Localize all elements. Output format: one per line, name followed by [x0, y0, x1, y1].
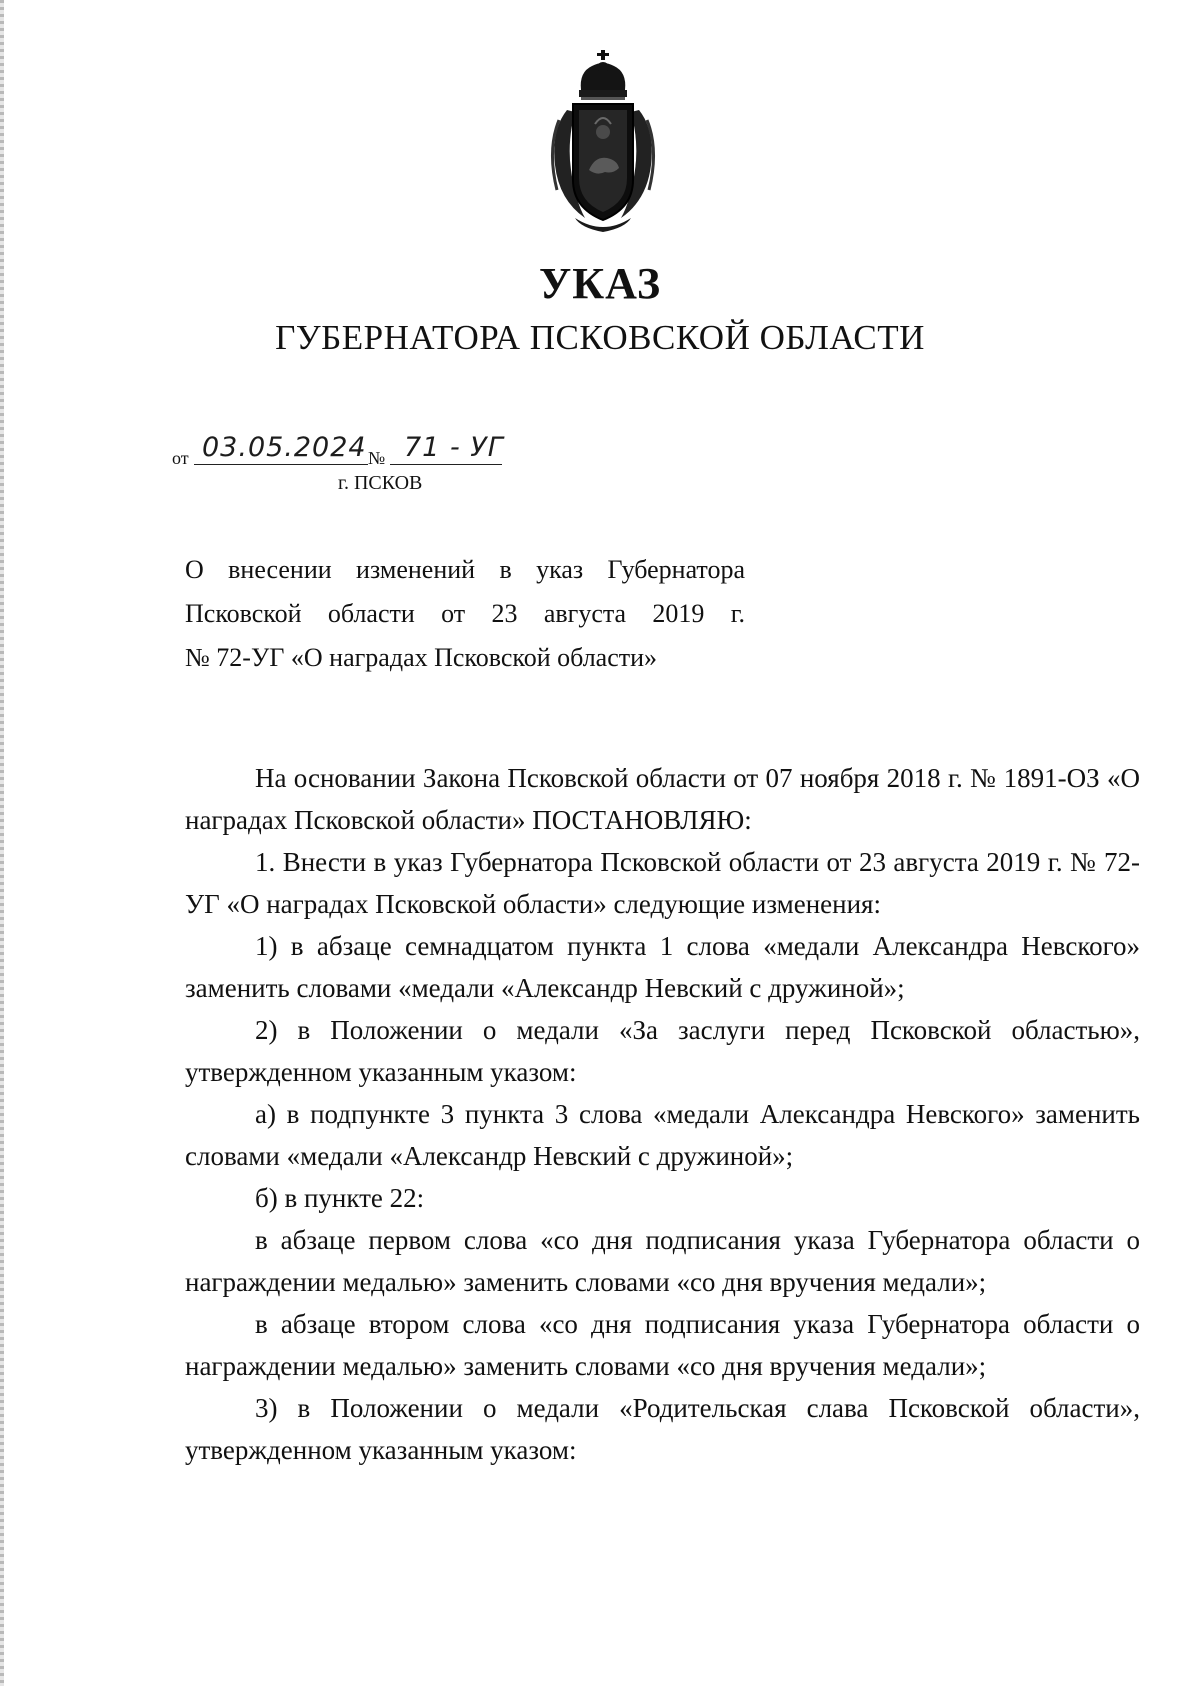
body-paragraph: в абзаце втором слова «со дня подписания указа Губернатора области о награждении медалью» заменить словами «со дня вручения медали»;	[185, 1309, 1140, 1381]
handwritten-number: 71 - УГ	[404, 432, 504, 463]
body-paragraph: в абзаце первом слова «со дня подписания указа Губернатора области о награждении медалью» заменить словами «со дня вручения медали»;	[185, 1225, 1140, 1297]
body-paragraph: На основании Закона Псковской области от 07 ноября 2018 г. № 1891-ОЗ «О наградах Псковской области» ПОСТАНОВЛЯЮ:	[185, 763, 1140, 835]
date-prefix: от	[172, 448, 189, 468]
body-paragraph: а) в подпункте 3 пункта 3 слова «медали Александра Невского» заменить словами «медали «Александр Невский с дружиной»;	[185, 1099, 1140, 1171]
body-paragraph: 1. Внести в указ Губернатора Псковской области от 23 августа 2019 г. № 72-УГ «О наградах Псковской области» следующие изменения:	[185, 847, 1140, 919]
decree-subject	[185, 548, 745, 680]
scan-edge	[0, 0, 4, 1686]
body-paragraph: 3) в Положении о медали «Родительская слава Псковской области», утвержденном указанным указом:	[185, 1393, 1140, 1465]
decree-body	[185, 757, 1140, 1471]
decree-title: УКАЗ	[538, 259, 662, 308]
body-paragraph: 1) в абзаце семнадцатом пункта 1 слова «медали Александра Невского» заменить словами «медали «Александр Невский с дружиной»;	[185, 931, 1140, 1003]
number-underline	[390, 464, 502, 465]
body-paragraph: 2) в Положении о медали «За заслуги перед Псковской областью», утвержденном указанным указом:	[185, 1015, 1140, 1087]
decree-issuer: ГУБЕРНАТОРА ПСКОВСКОЙ ОБЛАСТИ	[275, 318, 925, 357]
subject-line: № 72-УГ «О наградах Псковской области»	[185, 643, 658, 672]
city-label: г. ПСКОВ	[338, 472, 423, 494]
subject-line: Псковской области от 23 августа 2019 г.	[185, 599, 745, 628]
coat-of-arms-icon	[545, 50, 661, 236]
subject-line: О внесении изменений в указ Губернатора	[185, 555, 745, 584]
handwritten-date: 03.05.2024	[202, 432, 367, 463]
date-number-line	[172, 430, 572, 470]
body-paragraph: б) в пункте 22:	[255, 1183, 425, 1213]
number-prefix: №	[368, 448, 386, 468]
date-underline	[194, 464, 368, 465]
